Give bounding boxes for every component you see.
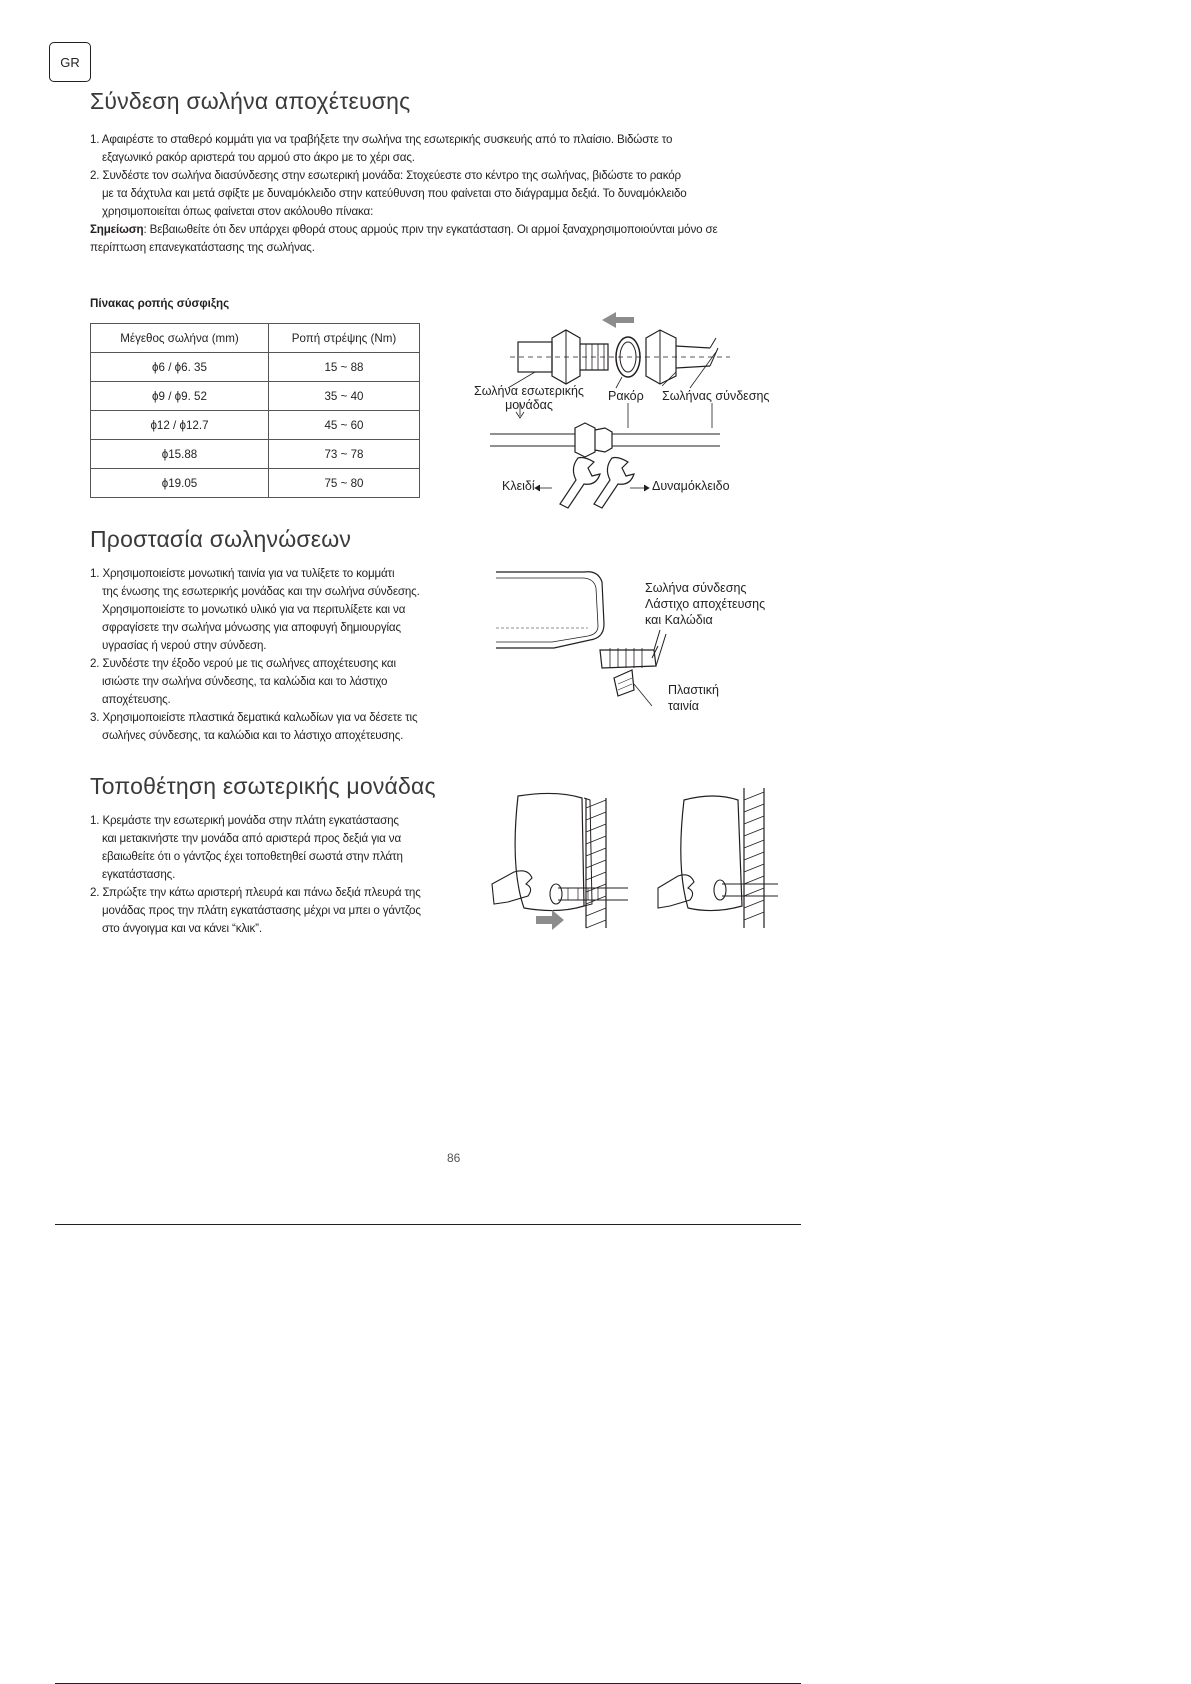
direction-arrow-icon (602, 312, 634, 328)
protection-step-3: 3. Χρησιμοποιείστε πλαστικά δεματικά καλωδίων για να δέσετε τις (90, 711, 418, 724)
torque-cell: 35 ~ 40 (269, 382, 420, 411)
protection-step-3-cont: σωλήνες σύνδεσης, τα καλώδια και το λάστιχο αποχέτευσης. (102, 729, 404, 742)
mounting-step-2-cont: μονάδας προς την πλάτη εγκατάστασης μέχρι να μπει ο γάντζος (102, 904, 421, 917)
drain-note (90, 221, 810, 239)
indoor-pipe-label-line1: Σωλήνα εσωτερικής (474, 384, 584, 398)
mounting-step-2: 2. Σπρώξτε την κάτω αριστερή πλευρά και πάνω δεξιά πλευρά της (90, 886, 421, 899)
drain-step-1-cont: εξαγωνικό ρακόρ αριστερά του αρμού στο άκρο με το χέρι σας. (102, 151, 415, 164)
drain-instructions (90, 131, 810, 257)
torque-cell: 73 ~ 78 (269, 440, 420, 469)
protection-step-2-cont: αποχέτευσης. (102, 693, 171, 706)
tape-roll-icon (614, 670, 634, 696)
note-label: Σημείωση (90, 223, 144, 236)
section-title-drain: Σύνδεση σωλήνα αποχέτευσης (90, 88, 411, 114)
protection-step-1-cont: σφραγίσετε την σωλήνα μόνωσης για αποφυγή δημιουργίας (102, 621, 401, 634)
connecting-pipe-label: Σωλήνας σύνδεσης (662, 389, 770, 403)
protection-step-1-cont: υγρασίας ή νερού στην σύνδεση. (102, 639, 267, 652)
push-right-arrow-icon (536, 910, 564, 930)
drain-step-1: 1. Αφαιρέστε το σταθερό κομμάτι για να τραβήξετε την σωλήνα της εσωτερικής συσκευής από το πλαίσιο. Βιδώστε το (90, 133, 673, 146)
header-pipe-size: Μέγεθος σωλήνα (mm) (91, 324, 269, 353)
mounting-step-2-cont: στο άνγοιγμα και να κάνει “κλικ”. (102, 922, 262, 935)
protection-step-1-cont: Χρησιμοποιείστε το μονωτικό υλικό για να περιτυλίξετε και να (102, 603, 406, 616)
hand-icon (658, 875, 694, 908)
pipe-size-cell: ϕ19.05 (91, 469, 269, 498)
torque-cell: 15 ~ 88 (269, 353, 420, 382)
wrench-icon (560, 458, 600, 509)
indoor-pipe-label-line2: μονάδας (505, 398, 553, 412)
protection-step-2-cont: ισιώστε την σωλήνα σύνδεσης, τα καλώδια και το λάστιχο (102, 675, 388, 688)
pipe-bundle-label-line2: Λάστιχο αποχέτευσης (645, 597, 766, 611)
torque-table-title: Πίνακας ροπής σύσφιξης (90, 297, 230, 310)
page-divider (55, 1224, 801, 1225)
page-number: 86 (447, 1151, 461, 1165)
protection-step-2: 2. Συνδέστε την έξοδο νερού με τις σωλήνες αποχέτευσης και (90, 657, 396, 670)
torque-wrench-icon (594, 458, 634, 509)
drain-step-2-cont2: χρησιμοποιείται όπως φαίνεται στον ακόλουθο πίνακα: (102, 205, 374, 218)
protection-instructions (90, 565, 470, 745)
mounting-step-1: 1. Κρεμάστε την εσωτερική μονάδα στην πλάτη εγκατάστασης (90, 814, 399, 827)
pipe-size-cell: ϕ12 / ϕ12.7 (91, 411, 269, 440)
mounting-step-1-cont: εβαιωθείτε ότι ο γάντζος έχει τοποθετηθεί σωστά στην πλάτη (102, 850, 403, 863)
torque-table-header (91, 324, 420, 353)
protection-step-1-cont: της ένωσης της εσωτερικής μονάδας και την σωλήνα σύνδεσης. (102, 585, 420, 598)
tape-label-line1: Πλαστική (668, 683, 719, 697)
drain-note-cont: περίπτωση επανεγκατάστασης της σωλήνας. (90, 241, 315, 254)
torque-table (90, 323, 420, 498)
torque-cell: 75 ~ 80 (269, 469, 420, 498)
nut-label: Ρακόρ (608, 389, 644, 403)
wrench-label: Κλειδί (502, 479, 535, 493)
header-torque: Ροπή στρέψης (Nm) (269, 324, 420, 353)
section-title-protection: Προστασία σωληνώσεων (90, 526, 352, 552)
torque-cell: 45 ~ 60 (269, 411, 420, 440)
table-row (91, 411, 420, 440)
table-row (91, 469, 420, 498)
pipe-size-cell: ϕ15.88 (91, 440, 269, 469)
tape-label (668, 682, 719, 714)
language-badge: GR (49, 42, 91, 82)
hand-icon (492, 871, 532, 904)
mounting-step-1-cont: εγκατάστασης. (102, 868, 176, 881)
table-row (91, 440, 420, 469)
table-row (91, 382, 420, 411)
tape-label-line2: ταινία (668, 699, 700, 713)
section-title-mounting: Τοποθέτηση εσωτερικής μονάδας (90, 773, 436, 799)
indoor-pipe-label (470, 384, 588, 412)
mounting-step-1-cont: και μετακινήστε την μονάδα από αριστερά προς δεξιά για να (102, 832, 401, 845)
table-row (91, 353, 420, 382)
pipe-bundle-label-line3: και Καλώδια (645, 613, 713, 627)
drain-step-2: 2. Συνδέστε τον σωλήνα διασύνδεσης στην εσωτερική μονάδα: Στοχεύεστε στο κέντρο της σωλήνας, βιδώστε το ρακόρ (90, 169, 681, 182)
note-text: : Βεβαιωθείτε ότι δεν υπάρχει φθορά στους αρμούς πριν την εγκατάσταση. Οι αρμοί ξαναχρησιμοποιούνται μόνο σε (143, 223, 718, 236)
mounting-instructions (90, 812, 470, 938)
pipe-size-cell: ϕ9 / ϕ9. 52 (91, 382, 269, 411)
pipe-bundle-label (645, 580, 765, 628)
torque-wrench-label: Δυναμόκλειδο (652, 479, 730, 493)
drain-step-2-cont: με τα δάχτυλα και μετά σφίξτε με δυναμόκλειδο στην κατεύθυνση που φαίνεται στο διάγραμμα δεξιά. Το δυναμόκλειδο (102, 187, 687, 200)
unit-mounting-diagram (488, 788, 788, 938)
pipe-size-cell: ϕ6 / ϕ6. 35 (91, 353, 269, 382)
protection-step-1: 1. Χρησιμοποιείστε μονωτική ταινία για να τυλίξετε το κομμάτι (90, 567, 395, 580)
pipe-bundle-label-line1: Σωλήνα σύνδεσης (645, 581, 747, 595)
